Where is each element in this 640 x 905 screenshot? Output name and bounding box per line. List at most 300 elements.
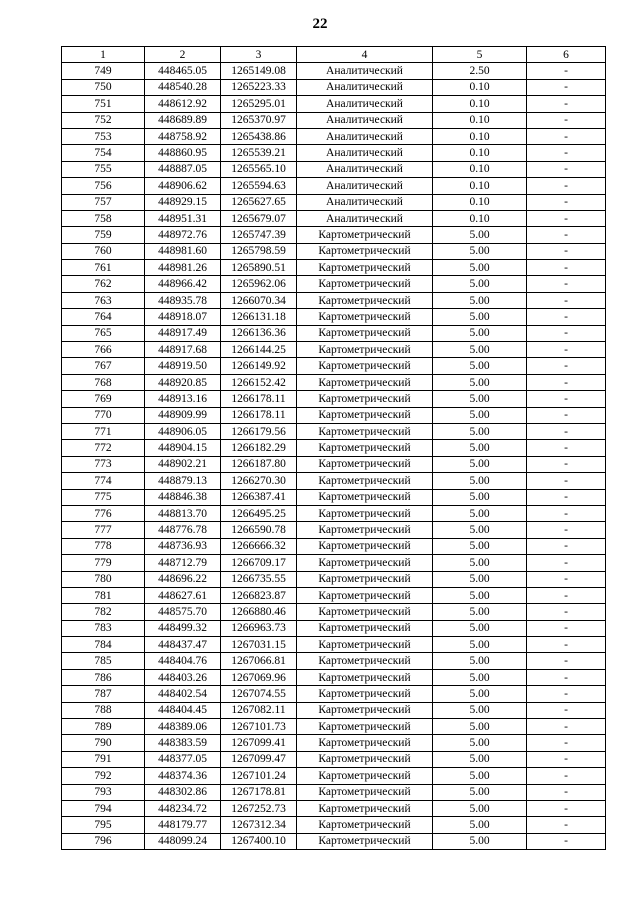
note-cell: - xyxy=(527,833,606,849)
point-number-cell: 771 xyxy=(62,423,145,439)
method-cell: Картометрический xyxy=(297,833,433,849)
y-coordinate-cell: 1265295.01 xyxy=(221,96,297,112)
method-cell: Картометрический xyxy=(297,489,433,505)
note-cell: - xyxy=(527,440,606,456)
note-cell: - xyxy=(527,505,606,521)
method-cell: Аналитический xyxy=(297,194,433,210)
table-row xyxy=(62,161,606,177)
y-coordinate-cell: 1265679.07 xyxy=(221,210,297,226)
y-coordinate-cell: 1267082.11 xyxy=(221,702,297,718)
x-coordinate-cell: 448846.38 xyxy=(145,489,221,505)
table-row xyxy=(62,407,606,423)
table-row xyxy=(62,260,606,276)
column-header-5: 5 xyxy=(433,47,527,63)
table-row xyxy=(62,227,606,243)
point-number-cell: 783 xyxy=(62,620,145,636)
table-row xyxy=(62,96,606,112)
point-number-cell: 759 xyxy=(62,227,145,243)
point-number-cell: 768 xyxy=(62,374,145,390)
point-number-cell: 791 xyxy=(62,751,145,767)
y-coordinate-cell: 1265627.65 xyxy=(221,194,297,210)
method-cell: Картометрический xyxy=(297,571,433,587)
point-number-cell: 796 xyxy=(62,833,145,849)
table-row xyxy=(62,243,606,259)
note-cell: - xyxy=(527,719,606,735)
column-header-2: 2 xyxy=(145,47,221,63)
x-coordinate-cell: 448404.76 xyxy=(145,653,221,669)
y-coordinate-cell: 1265962.06 xyxy=(221,276,297,292)
accuracy-cell: 5.00 xyxy=(433,505,527,521)
point-number-cell: 751 xyxy=(62,96,145,112)
x-coordinate-cell: 448981.26 xyxy=(145,260,221,276)
point-number-cell: 755 xyxy=(62,161,145,177)
y-coordinate-cell: 1267252.73 xyxy=(221,800,297,816)
method-cell: Картометрический xyxy=(297,243,433,259)
point-number-cell: 787 xyxy=(62,686,145,702)
point-number-cell: 752 xyxy=(62,112,145,128)
point-number-cell: 757 xyxy=(62,194,145,210)
table-row xyxy=(62,505,606,521)
method-cell: Картометрический xyxy=(297,391,433,407)
accuracy-cell: 5.00 xyxy=(433,227,527,243)
note-cell: - xyxy=(527,309,606,325)
x-coordinate-cell: 448906.05 xyxy=(145,423,221,439)
method-cell: Картометрический xyxy=(297,374,433,390)
x-coordinate-cell: 448758.92 xyxy=(145,128,221,144)
y-coordinate-cell: 1266179.56 xyxy=(221,423,297,439)
y-coordinate-cell: 1265223.33 xyxy=(221,79,297,95)
accuracy-cell: 0.10 xyxy=(433,112,527,128)
accuracy-cell: 5.00 xyxy=(433,374,527,390)
method-cell: Картометрический xyxy=(297,669,433,685)
y-coordinate-cell: 1267101.24 xyxy=(221,768,297,784)
point-number-cell: 789 xyxy=(62,719,145,735)
point-number-cell: 788 xyxy=(62,702,145,718)
x-coordinate-cell: 448906.62 xyxy=(145,178,221,194)
x-coordinate-cell: 448902.21 xyxy=(145,456,221,472)
y-coordinate-cell: 1266182.29 xyxy=(221,440,297,456)
method-cell: Картометрический xyxy=(297,407,433,423)
accuracy-cell: 5.00 xyxy=(433,260,527,276)
point-number-cell: 785 xyxy=(62,653,145,669)
y-coordinate-cell: 1267074.55 xyxy=(221,686,297,702)
method-cell: Картометрический xyxy=(297,325,433,341)
note-cell: - xyxy=(527,768,606,784)
note-cell: - xyxy=(527,555,606,571)
accuracy-cell: 5.00 xyxy=(433,423,527,439)
x-coordinate-cell: 448981.60 xyxy=(145,243,221,259)
point-number-cell: 779 xyxy=(62,555,145,571)
x-coordinate-cell: 448951.31 xyxy=(145,210,221,226)
accuracy-cell: 5.00 xyxy=(433,489,527,505)
note-cell: - xyxy=(527,637,606,653)
y-coordinate-cell: 1265565.10 xyxy=(221,161,297,177)
point-number-cell: 777 xyxy=(62,522,145,538)
note-cell: - xyxy=(527,194,606,210)
point-number-cell: 765 xyxy=(62,325,145,341)
x-coordinate-cell: 448383.59 xyxy=(145,735,221,751)
accuracy-cell: 5.00 xyxy=(433,358,527,374)
table-row xyxy=(62,620,606,636)
point-number-cell: 774 xyxy=(62,473,145,489)
note-cell: - xyxy=(527,751,606,767)
y-coordinate-cell: 1267101.73 xyxy=(221,719,297,735)
point-number-cell: 769 xyxy=(62,391,145,407)
accuracy-cell: 5.00 xyxy=(433,325,527,341)
x-coordinate-cell: 448972.76 xyxy=(145,227,221,243)
note-cell: - xyxy=(527,686,606,702)
method-cell: Картометрический xyxy=(297,768,433,784)
x-coordinate-cell: 448929.15 xyxy=(145,194,221,210)
accuracy-cell: 5.00 xyxy=(433,751,527,767)
y-coordinate-cell: 1265149.08 xyxy=(221,63,297,79)
note-cell: - xyxy=(527,391,606,407)
point-number-cell: 772 xyxy=(62,440,145,456)
x-coordinate-cell: 448919.50 xyxy=(145,358,221,374)
method-cell: Картометрический xyxy=(297,587,433,603)
point-number-cell: 793 xyxy=(62,784,145,800)
point-number-cell: 761 xyxy=(62,260,145,276)
table-row xyxy=(62,374,606,390)
point-number-cell: 756 xyxy=(62,178,145,194)
point-number-cell: 781 xyxy=(62,587,145,603)
y-coordinate-cell: 1265438.86 xyxy=(221,128,297,144)
x-coordinate-cell: 448612.92 xyxy=(145,96,221,112)
point-number-cell: 773 xyxy=(62,456,145,472)
point-number-cell: 750 xyxy=(62,79,145,95)
x-coordinate-cell: 448389.06 xyxy=(145,719,221,735)
table-row xyxy=(62,63,606,79)
table-row xyxy=(62,342,606,358)
y-coordinate-cell: 1265370.97 xyxy=(221,112,297,128)
point-number-cell: 780 xyxy=(62,571,145,587)
note-cell: - xyxy=(527,358,606,374)
x-coordinate-cell: 448935.78 xyxy=(145,292,221,308)
accuracy-cell: 0.10 xyxy=(433,79,527,95)
table-row xyxy=(62,587,606,603)
note-cell: - xyxy=(527,407,606,423)
y-coordinate-cell: 1267400.10 xyxy=(221,833,297,849)
x-coordinate-cell: 448302.86 xyxy=(145,784,221,800)
table-row xyxy=(62,325,606,341)
accuracy-cell: 5.00 xyxy=(433,276,527,292)
coordinates-table xyxy=(61,46,606,850)
method-cell: Картометрический xyxy=(297,751,433,767)
note-cell: - xyxy=(527,325,606,341)
table-row xyxy=(62,604,606,620)
method-cell: Картометрический xyxy=(297,653,433,669)
table-row xyxy=(62,194,606,210)
x-coordinate-cell: 448465.05 xyxy=(145,63,221,79)
note-cell: - xyxy=(527,145,606,161)
table-row xyxy=(62,719,606,735)
y-coordinate-cell: 1266880.46 xyxy=(221,604,297,620)
note-cell: - xyxy=(527,292,606,308)
note-cell: - xyxy=(527,604,606,620)
method-cell: Аналитический xyxy=(297,178,433,194)
column-header-3: 3 xyxy=(221,47,297,63)
note-cell: - xyxy=(527,620,606,636)
method-cell: Картометрический xyxy=(297,686,433,702)
accuracy-cell: 5.00 xyxy=(433,391,527,407)
accuracy-cell: 5.00 xyxy=(433,243,527,259)
table-row xyxy=(62,784,606,800)
accuracy-cell: 5.00 xyxy=(433,571,527,587)
method-cell: Картометрический xyxy=(297,620,433,636)
method-cell: Картометрический xyxy=(297,260,433,276)
note-cell: - xyxy=(527,161,606,177)
x-coordinate-cell: 448913.16 xyxy=(145,391,221,407)
table-row xyxy=(62,79,606,95)
accuracy-cell: 5.00 xyxy=(433,800,527,816)
accuracy-cell: 5.00 xyxy=(433,735,527,751)
note-cell: - xyxy=(527,489,606,505)
x-coordinate-cell: 448887.05 xyxy=(145,161,221,177)
point-number-cell: 792 xyxy=(62,768,145,784)
x-coordinate-cell: 448234.72 xyxy=(145,800,221,816)
y-coordinate-cell: 1267312.34 xyxy=(221,817,297,833)
table-row xyxy=(62,440,606,456)
x-coordinate-cell: 448404.45 xyxy=(145,702,221,718)
accuracy-cell: 5.00 xyxy=(433,653,527,669)
accuracy-cell: 5.00 xyxy=(433,669,527,685)
column-header-4: 4 xyxy=(297,47,433,63)
note-cell: - xyxy=(527,342,606,358)
note-cell: - xyxy=(527,538,606,554)
method-cell: Аналитический xyxy=(297,145,433,161)
method-cell: Картометрический xyxy=(297,440,433,456)
point-number-cell: 776 xyxy=(62,505,145,521)
y-coordinate-cell: 1265539.21 xyxy=(221,145,297,161)
method-cell: Картометрический xyxy=(297,702,433,718)
y-coordinate-cell: 1267099.41 xyxy=(221,735,297,751)
accuracy-cell: 5.00 xyxy=(433,473,527,489)
accuracy-cell: 0.10 xyxy=(433,128,527,144)
accuracy-cell: 5.00 xyxy=(433,407,527,423)
accuracy-cell: 5.00 xyxy=(433,456,527,472)
y-coordinate-cell: 1266149.92 xyxy=(221,358,297,374)
accuracy-cell: 5.00 xyxy=(433,784,527,800)
point-number-cell: 749 xyxy=(62,63,145,79)
table-row xyxy=(62,178,606,194)
y-coordinate-cell: 1266144.25 xyxy=(221,342,297,358)
accuracy-cell: 5.00 xyxy=(433,292,527,308)
x-coordinate-cell: 448627.61 xyxy=(145,587,221,603)
note-cell: - xyxy=(527,112,606,128)
y-coordinate-cell: 1266963.73 xyxy=(221,620,297,636)
y-coordinate-cell: 1266495.25 xyxy=(221,505,297,521)
method-cell: Картометрический xyxy=(297,817,433,833)
x-coordinate-cell: 448403.26 xyxy=(145,669,221,685)
accuracy-cell: 5.00 xyxy=(433,620,527,636)
table-row xyxy=(62,145,606,161)
method-cell: Картометрический xyxy=(297,358,433,374)
note-cell: - xyxy=(527,817,606,833)
note-cell: - xyxy=(527,260,606,276)
note-cell: - xyxy=(527,423,606,439)
y-coordinate-cell: 1267069.96 xyxy=(221,669,297,685)
table-row xyxy=(62,702,606,718)
accuracy-cell: 5.00 xyxy=(433,637,527,653)
note-cell: - xyxy=(527,522,606,538)
method-cell: Аналитический xyxy=(297,112,433,128)
point-number-cell: 778 xyxy=(62,538,145,554)
y-coordinate-cell: 1266178.11 xyxy=(221,391,297,407)
accuracy-cell: 2.50 xyxy=(433,63,527,79)
y-coordinate-cell: 1266136.36 xyxy=(221,325,297,341)
x-coordinate-cell: 448402.54 xyxy=(145,686,221,702)
y-coordinate-cell: 1267178.81 xyxy=(221,784,297,800)
table-row xyxy=(62,800,606,816)
note-cell: - xyxy=(527,178,606,194)
x-coordinate-cell: 448920.85 xyxy=(145,374,221,390)
table-row xyxy=(62,653,606,669)
accuracy-cell: 5.00 xyxy=(433,522,527,538)
accuracy-cell: 5.00 xyxy=(433,604,527,620)
y-coordinate-cell: 1266387.41 xyxy=(221,489,297,505)
note-cell: - xyxy=(527,227,606,243)
note-cell: - xyxy=(527,702,606,718)
x-coordinate-cell: 448879.13 xyxy=(145,473,221,489)
table-row xyxy=(62,637,606,653)
note-cell: - xyxy=(527,669,606,685)
accuracy-cell: 5.00 xyxy=(433,342,527,358)
y-coordinate-cell: 1267031.15 xyxy=(221,637,297,653)
point-number-cell: 763 xyxy=(62,292,145,308)
accuracy-cell: 5.00 xyxy=(433,538,527,554)
table-row xyxy=(62,391,606,407)
method-cell: Картометрический xyxy=(297,342,433,358)
table-row xyxy=(62,292,606,308)
table-row xyxy=(62,538,606,554)
x-coordinate-cell: 448374.36 xyxy=(145,768,221,784)
table-header xyxy=(62,47,606,63)
y-coordinate-cell: 1266187.80 xyxy=(221,456,297,472)
column-header-1: 1 xyxy=(62,47,145,63)
point-number-cell: 786 xyxy=(62,669,145,685)
table-row xyxy=(62,276,606,292)
x-coordinate-cell: 448377.05 xyxy=(145,751,221,767)
note-cell: - xyxy=(527,587,606,603)
x-coordinate-cell: 448099.24 xyxy=(145,833,221,849)
y-coordinate-cell: 1266131.18 xyxy=(221,309,297,325)
method-cell: Картометрический xyxy=(297,637,433,653)
point-number-cell: 760 xyxy=(62,243,145,259)
point-number-cell: 766 xyxy=(62,342,145,358)
method-cell: Аналитический xyxy=(297,161,433,177)
x-coordinate-cell: 448499.32 xyxy=(145,620,221,636)
y-coordinate-cell: 1266666.32 xyxy=(221,538,297,554)
table-row xyxy=(62,571,606,587)
x-coordinate-cell: 448689.89 xyxy=(145,112,221,128)
note-cell: - xyxy=(527,473,606,489)
note-cell: - xyxy=(527,784,606,800)
y-coordinate-cell: 1266735.55 xyxy=(221,571,297,587)
table-header-row xyxy=(62,47,606,63)
accuracy-cell: 5.00 xyxy=(433,309,527,325)
accuracy-cell: 0.10 xyxy=(433,145,527,161)
x-coordinate-cell: 448966.42 xyxy=(145,276,221,292)
method-cell: Картометрический xyxy=(297,555,433,571)
table-row xyxy=(62,817,606,833)
note-cell: - xyxy=(527,128,606,144)
accuracy-cell: 5.00 xyxy=(433,587,527,603)
point-number-cell: 784 xyxy=(62,637,145,653)
point-number-cell: 775 xyxy=(62,489,145,505)
accuracy-cell: 0.10 xyxy=(433,194,527,210)
accuracy-cell: 5.00 xyxy=(433,702,527,718)
point-number-cell: 795 xyxy=(62,817,145,833)
x-coordinate-cell: 448813.70 xyxy=(145,505,221,521)
accuracy-cell: 5.00 xyxy=(433,555,527,571)
table-row xyxy=(62,669,606,685)
y-coordinate-cell: 1267099.47 xyxy=(221,751,297,767)
accuracy-cell: 0.10 xyxy=(433,96,527,112)
x-coordinate-cell: 448575.70 xyxy=(145,604,221,620)
note-cell: - xyxy=(527,276,606,292)
accuracy-cell: 5.00 xyxy=(433,686,527,702)
note-cell: - xyxy=(527,374,606,390)
table-row xyxy=(62,555,606,571)
note-cell: - xyxy=(527,456,606,472)
method-cell: Картометрический xyxy=(297,604,433,620)
method-cell: Аналитический xyxy=(297,128,433,144)
y-coordinate-cell: 1265594.63 xyxy=(221,178,297,194)
x-coordinate-cell: 448909.99 xyxy=(145,407,221,423)
point-number-cell: 782 xyxy=(62,604,145,620)
y-coordinate-cell: 1266823.87 xyxy=(221,587,297,603)
accuracy-cell: 5.00 xyxy=(433,440,527,456)
point-number-cell: 762 xyxy=(62,276,145,292)
method-cell: Картометрический xyxy=(297,784,433,800)
note-cell: - xyxy=(527,96,606,112)
y-coordinate-cell: 1266178.11 xyxy=(221,407,297,423)
y-coordinate-cell: 1267066.81 xyxy=(221,653,297,669)
note-cell: - xyxy=(527,63,606,79)
method-cell: Картометрический xyxy=(297,292,433,308)
x-coordinate-cell: 448696.22 xyxy=(145,571,221,587)
method-cell: Картометрический xyxy=(297,538,433,554)
accuracy-cell: 5.00 xyxy=(433,833,527,849)
column-header-6: 6 xyxy=(527,47,606,63)
x-coordinate-cell: 448860.95 xyxy=(145,145,221,161)
table-row xyxy=(62,833,606,849)
y-coordinate-cell: 1266590.78 xyxy=(221,522,297,538)
y-coordinate-cell: 1265890.51 xyxy=(221,260,297,276)
table-row xyxy=(62,309,606,325)
point-number-cell: 770 xyxy=(62,407,145,423)
method-cell: Картометрический xyxy=(297,309,433,325)
y-coordinate-cell: 1266709.17 xyxy=(221,555,297,571)
table-row xyxy=(62,522,606,538)
y-coordinate-cell: 1266070.34 xyxy=(221,292,297,308)
method-cell: Картометрический xyxy=(297,522,433,538)
table-body xyxy=(62,63,606,850)
table-row xyxy=(62,128,606,144)
table-row xyxy=(62,751,606,767)
note-cell: - xyxy=(527,735,606,751)
method-cell: Аналитический xyxy=(297,79,433,95)
method-cell: Аналитический xyxy=(297,63,433,79)
point-number-cell: 758 xyxy=(62,210,145,226)
table-row xyxy=(62,489,606,505)
method-cell: Картометрический xyxy=(297,227,433,243)
y-coordinate-cell: 1265747.39 xyxy=(221,227,297,243)
x-coordinate-cell: 448917.49 xyxy=(145,325,221,341)
x-coordinate-cell: 448540.28 xyxy=(145,79,221,95)
point-number-cell: 790 xyxy=(62,735,145,751)
method-cell: Картометрический xyxy=(297,456,433,472)
